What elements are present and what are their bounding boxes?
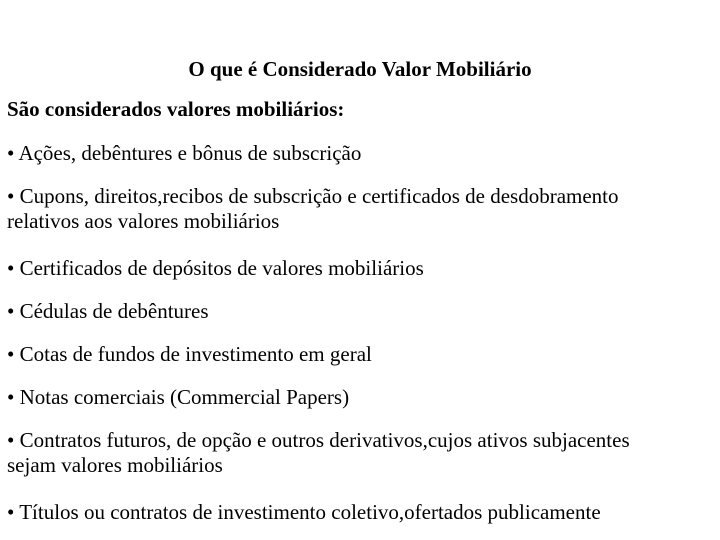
bullet-text: • Cédulas de debêntures bbox=[7, 299, 209, 323]
bullet-item bbox=[7, 141, 720, 166]
bullet-item bbox=[7, 500, 720, 525]
bullet-text: • Certificados de depósitos de valores mobiliários bbox=[7, 256, 424, 280]
bullet-text: • Cupons, direitos,recibos de subscrição e certificados de desdobramento bbox=[7, 184, 619, 208]
bullet-item bbox=[7, 184, 720, 234]
bullet-item bbox=[7, 428, 720, 478]
bullet-text: • Ações, debêntures e bônus de subscrição bbox=[7, 141, 362, 165]
slide-subtitle: São considerados valores mobiliários: bbox=[7, 97, 345, 121]
bullet-text: • Títulos ou contratos de investimento coletivo,ofertados publicamente bbox=[7, 500, 601, 524]
bullet-text: • Contratos futuros, de opção e outros derivativos,cujos ativos subjacentes bbox=[7, 428, 630, 452]
bullet-item bbox=[7, 385, 720, 410]
bullet-text: • Notas comerciais (Commercial Papers) bbox=[7, 385, 350, 409]
bullet-item bbox=[7, 299, 720, 324]
bullet-text: • Cotas de fundos de investimento em geral bbox=[7, 342, 372, 366]
bullet-text-continuation: relativos aos valores mobiliários bbox=[7, 209, 280, 233]
bullet-item bbox=[7, 342, 720, 367]
slide-title: O que é Considerado Valor Mobiliário bbox=[188, 57, 532, 81]
bullet-text-continuation: sejam valores mobiliários bbox=[7, 453, 223, 477]
bullet-item bbox=[7, 256, 720, 281]
